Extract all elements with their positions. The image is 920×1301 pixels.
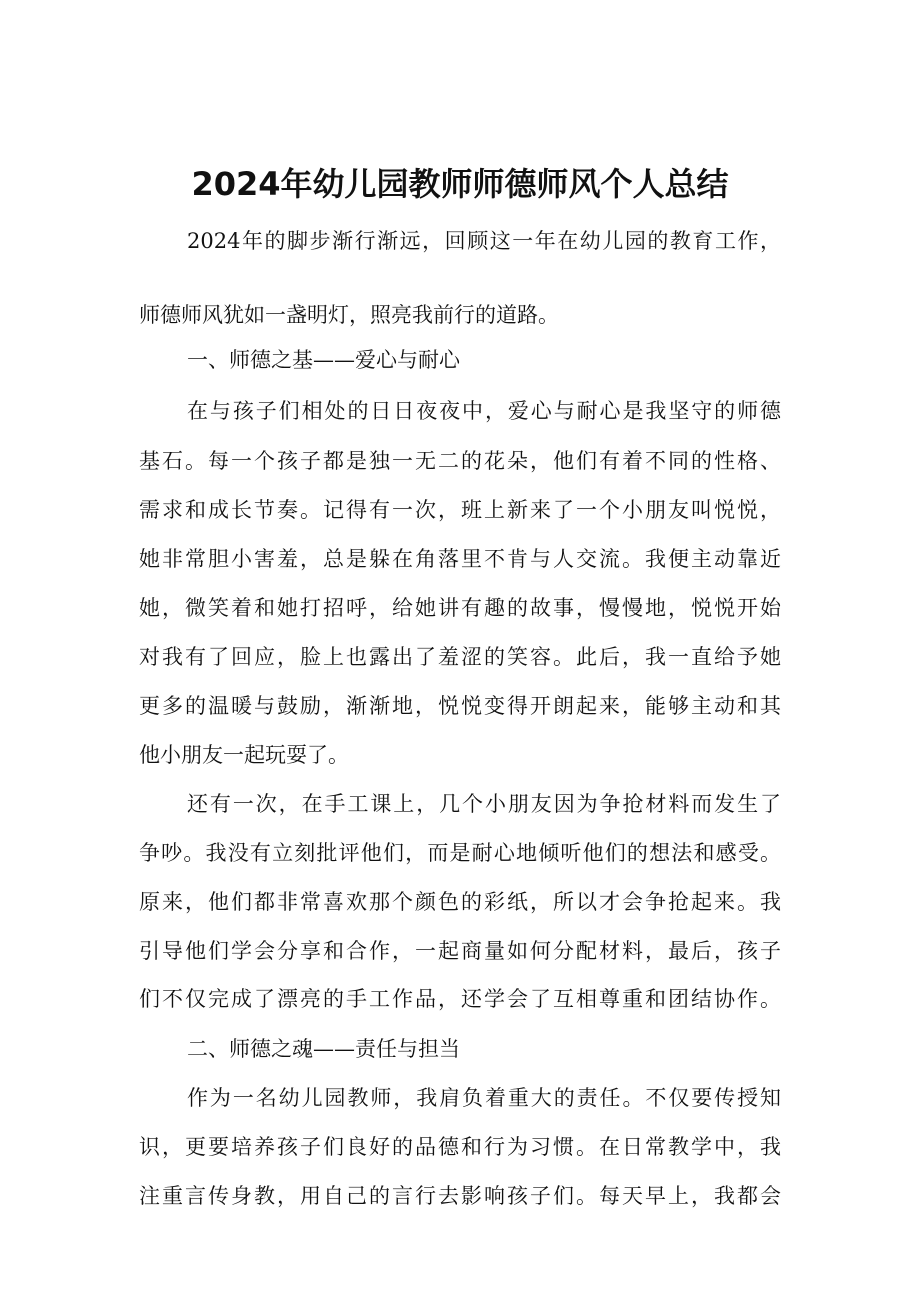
text-line: 引导他们学会分享和合作，一起商量如何分配材料，最后，孩子 <box>139 939 781 963</box>
text-line: 他小朋友一起玩耍了。 <box>139 743 349 767</box>
text-line: 们不仅完成了漂亮的手工作品，还学会了互相尊重和团结协作。 <box>139 987 781 1011</box>
text-line: 2024年的脚步渐行渐远，回顾这一年在幼儿园的教育工作， <box>187 229 781 253</box>
text-line: 更多的温暖与鼓励，渐渐地，悦悦变得开朗起来，能够主动和其 <box>139 694 781 718</box>
text-line: 还有一次，在手工课上，几个小朋友因为争抢材料而发生了 <box>187 792 781 816</box>
text-line: 她非常胆小害羞，总是躲在角落里不肯与人交流。我便主动靠近 <box>139 547 781 571</box>
text-line: 她，微笑着和她打招呼，给她讲有趣的故事，慢慢地，悦悦开始 <box>139 596 781 620</box>
text-line: 师德师风犹如一盏明灯，照亮我前行的道路。 <box>139 303 559 327</box>
text-line: 需求和成长节奏。记得有一次，班上新来了一个小朋友叫悦悦， <box>139 498 781 522</box>
section-heading: 一、师德之基——爱心与耐心 <box>187 348 460 372</box>
text-line: 争吵。我没有立刻批评他们，而是耐心地倾听他们的想法和感受。 <box>139 841 781 865</box>
text-line: 在与孩子们相处的日日夜夜中，爱心与耐心是我坚守的师德 <box>187 399 781 423</box>
text-line: 基石。每一个孩子都是独一无二的花朵，他们有着不同的性格、 <box>139 449 781 473</box>
text-line: 原来，他们都非常喜欢那个颜色的彩纸，所以才会争抢起来。我 <box>139 890 781 914</box>
text-line: 作为一名幼儿园教师，我肩负着重大的责任。不仅要传授知 <box>187 1086 781 1110</box>
text-line: 注重言传身教，用自己的言行去影响孩子们。每天早上，我都会 <box>139 1184 781 1208</box>
text-line: 识，更要培养孩子们良好的品德和行为习惯。在日常教学中，我 <box>139 1135 781 1159</box>
section-heading: 二、师德之魂——责任与担当 <box>187 1037 460 1061</box>
text-line: 对我有了回应，脸上也露出了羞涩的笑容。此后，我一直给予她 <box>139 645 781 669</box>
document-title: 2024年幼儿园教师师德师风个人总结 <box>191 165 729 203</box>
